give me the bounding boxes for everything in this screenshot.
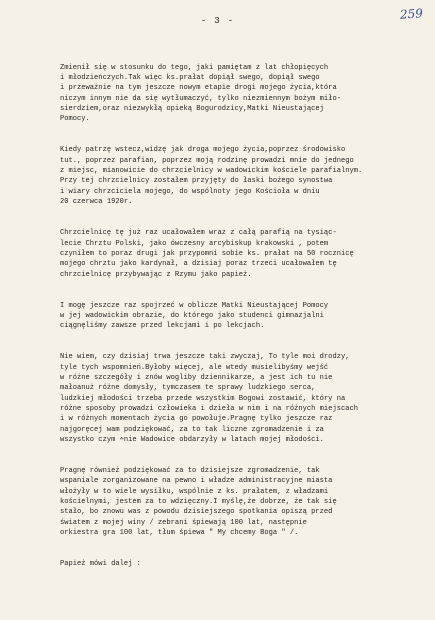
paragraph: Kiedy patrzę wstecz,widzę jak droga mojego życia,poprzez środowisko tut., poprzez parafian, poprzez moją rodzinę prowadzi mnie do jednego z miejsc, mianowicie do chrzcielnicy w wadowickim kościele parafialnym. Przy tej chrzcielnicy zostałem przyjęty do łaski bożego synostwa i wiary chrzciciela mojego, do wspólnoty jego Kościoła w dniu 20 czerwca 1920r. bbox=[60, 146, 363, 207]
paragraph: Nie wiem, czy dzisiaj trwa jeszcze taki zwyczaj, To tyle moi drodzy, tyle tych wspomnień.Byłoby więcej, ale wtedy musielibyśmy wejść w różne szczegóły i znów wogliby dziennikarze, a jest ich tu nie małoanuż różne domysły, tymczasem te sprawy ludzkiego serca, ludzkiej młodości trzeba przede wszystkim Bogowi zostawić, który na różne sposoby prowadzi człowieka i dzieła w nim i na różnych miejscach i w różnych momentach życia go powołuje.Pragnę tylko jeszcze raz najgoręcej wam podziękować, za to tak liczne zgromadzenie i za wszystko czym ∸nie Wadowice obdarzyły w latach mojej młodości. bbox=[60, 353, 358, 445]
handwritten-folio-number: 259 bbox=[399, 6, 424, 22]
paragraph: Zmienił się w stosunku do tego, jaki pamiętam z lat chłopięcych i młodzieńczych.Tak więc ks.prałat dopiął swego, dopiął swego i przeważnie na tym jeszcze nowym etapie drogi mojego życia,która niczym innym nie da się wytłumaczyć, tylko niezmiennym bożym miło- sierdziem,oraz niezwykłą opieką Bogurodzicy,Matki Nieustającej Pomocy. bbox=[60, 63, 341, 124]
paragraph: Papież mówi dalej : bbox=[60, 560, 141, 569]
page-number: - 3 - bbox=[200, 15, 235, 26]
paragraph: I mogę jeszcze raz spojrzeć w oblicze Matki Nieustającej Pomocy w jej wadowickim obrazie, do którego jako studenci gimnazjalni ciągnęliśmy zawsze przed lekcjami i po lekcjach. bbox=[60, 301, 329, 331]
paragraph: Pragnę również podziękować za to dzisiejsze zgromadzenie, tak wspaniale zorganizowane na pewno i władze administracyjne miasta włożyły w to wiele wysiłku, wspólnie z ks. prałatem, z władzami kościelnymi, jestem za to wdzięczny.I myślę,że dobrze, że tak się stało, bo znowu was z powodu dzisiejszego spotkania opiszą przed światem z mojej winy / zebrani śpiewają 100 lat, następnie orkiestra gra 100 lat, tłum śpiewa " My chcemy Boga " /. bbox=[60, 467, 337, 538]
paragraph: Chrzcielnicę tę już raz ucałowałem wraz z całą parafią na tysiąc- lecie Chrztu Polski, jako ówczesny arcybiskup krakowski , potem czyniłem to poraz drugi jak przypomni sobie ks. prałat na 50 rocznicę mojego chrztu jako kardynał, a dzisiaj poraz trzeci ucałowałem tę chrzcielnicę przybywając z Rzymu jako papież. bbox=[60, 229, 354, 279]
document-body bbox=[60, 42, 422, 590]
